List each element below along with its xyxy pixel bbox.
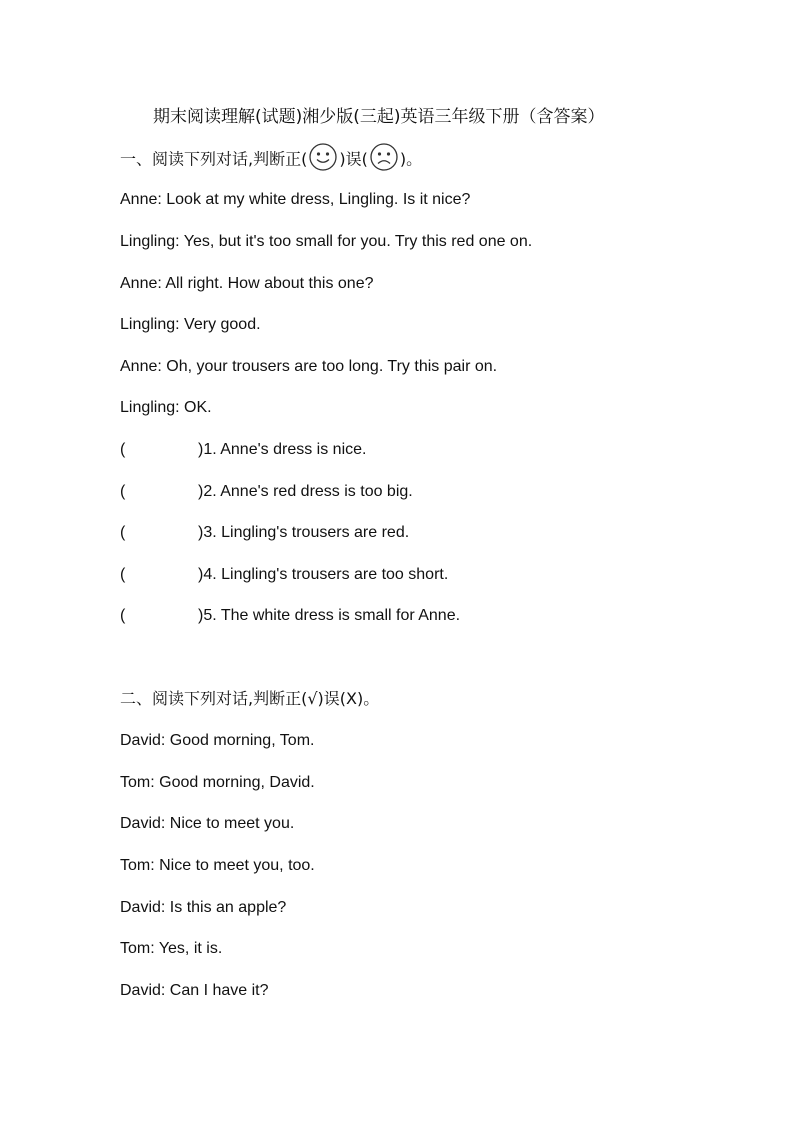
answer-blank[interactable]: ( — [120, 483, 126, 500]
dialogue-line: Anne: Oh, your trousers are too long. Try this pair on. — [120, 358, 498, 375]
dialogue-line: David: Nice to meet you. — [120, 815, 295, 832]
section1-heading-prefix: 一、阅读下列对话,判断正( — [120, 149, 308, 169]
question-text: )2. Anne's red dress is too big. — [198, 483, 413, 500]
question-item — [120, 523, 409, 543]
dialogue-line: David: Is this an apple? — [120, 899, 287, 916]
dialogue-line: David: Good morning, Tom. — [120, 732, 315, 749]
answer-blank[interactable]: ( — [120, 566, 126, 583]
question-item — [120, 606, 460, 626]
dialogue-line: Tom: Nice to meet you, too. — [120, 857, 315, 874]
dialogue-line: Anne: All right. How about this one? — [120, 275, 374, 292]
answer-blank[interactable]: ( — [120, 524, 126, 541]
question-item — [120, 565, 448, 585]
section1-heading-suffix: )。 — [399, 149, 423, 169]
smiley-face-icon — [308, 142, 338, 172]
section1-heading — [120, 148, 422, 172]
dialogue-line: Tom: Good morning, David. — [120, 774, 315, 791]
question-text: )5. The white dress is small for Anne. — [198, 607, 461, 624]
document-title: 期末阅读理解(试题)湘少版(三起)英语三年级下册（含答案） — [153, 107, 605, 127]
question-text: )1. Anne's dress is nice. — [198, 441, 367, 458]
question-item — [120, 440, 366, 460]
section1-heading-middle: )误( — [339, 149, 368, 169]
sad-face-icon — [369, 142, 399, 172]
answer-blank[interactable]: ( — [120, 607, 126, 624]
answer-blank[interactable]: ( — [120, 441, 126, 458]
question-text: )3. Lingling's trousers are red. — [198, 524, 410, 541]
dialogue-line: Tom: Yes, it is. — [120, 940, 223, 957]
dialogue-line: Lingling: Very good. — [120, 316, 261, 333]
dialogue-line: Anne: Look at my white dress, Lingling. Is it nice? — [120, 191, 471, 208]
question-text: )4. Lingling's trousers are too short. — [198, 566, 449, 583]
dialogue-line: Lingling: OK. — [120, 399, 212, 416]
question-item — [120, 482, 413, 502]
dialogue-line: Lingling: Yes, but it's too small for you. Try this red one on. — [120, 233, 533, 250]
section2-heading: 二、阅读下列对话,判断正(√)误(X)。 — [120, 689, 380, 708]
dialogue-line: David: Can I have it? — [120, 982, 269, 999]
